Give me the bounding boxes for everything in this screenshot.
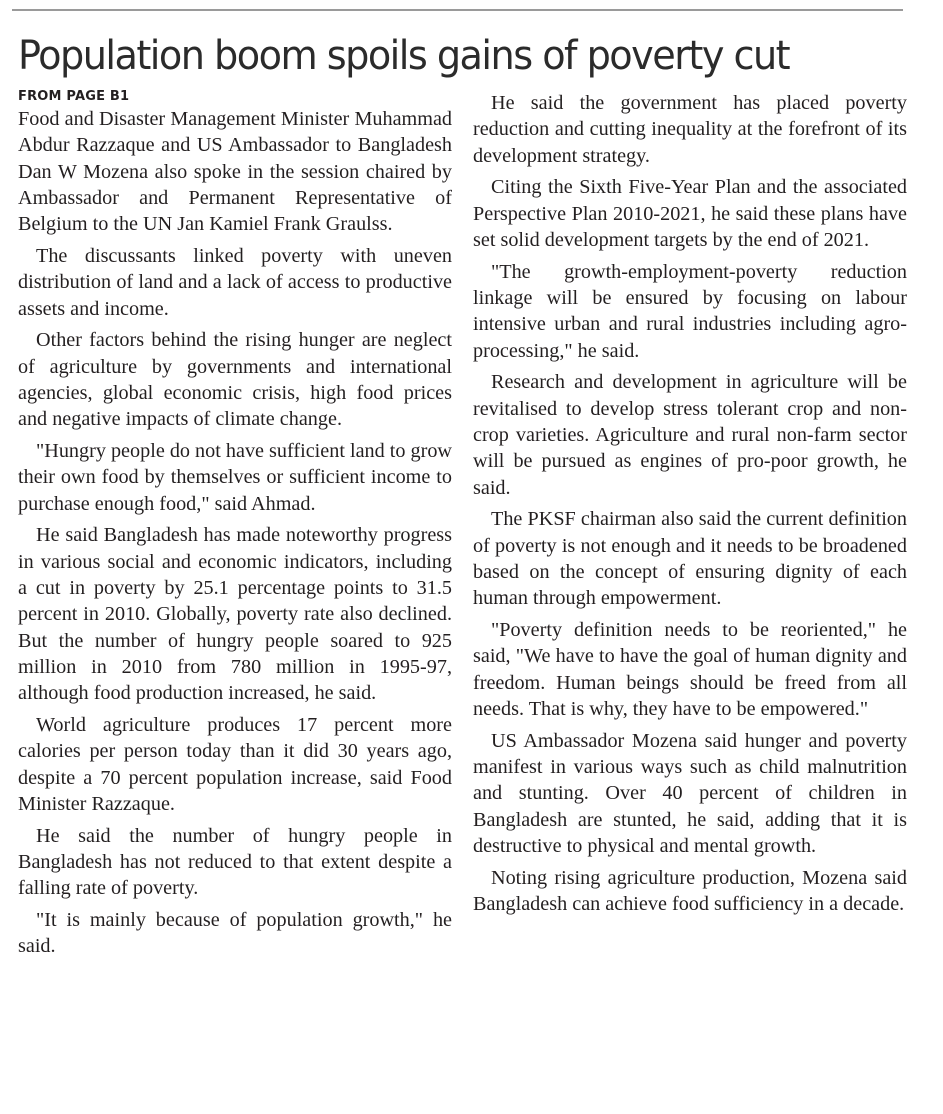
paragraph: He said the number of hungry people in Bangladesh has not reduced to that extent despite a falling rate of poverty.	[18, 824, 452, 900]
paragraph: US Ambassador Mozena said hunger and poverty manifest in various ways such as child malnutrition and stunting. Over 40 percent of children in Bangladesh are stunted, he said, adding that it is destructive to physical and mental growth.	[473, 729, 907, 858]
paragraph: Other factors behind the rising hunger are neglect of agriculture by governments and international agencies, global economic crisis, high food prices and negative impacts of climate change.	[18, 329, 452, 431]
paragraph: "Hungry people do not have sufficient land to grow their own food by themselves or sufficient income to purchase enough food," said Ahmad.	[18, 440, 453, 515]
paragraph: "It is mainly because of population growth," he said.	[18, 909, 452, 958]
paragraph: He said Bangladesh has made noteworthy progress in various social and economic indicators, including a cut in poverty by 25.1 percentage points to 31.5 percent in 2010. Globally, poverty rate also declined. But the number of hungry people soared to 925 million in 2010 from 780 million in 1995-97, although food production increased, he said.	[18, 524, 452, 705]
paragraph: Citing the Sixth Five-Year Plan and the associated Perspective Plan 2010-2021, he said these plans have set solid development targets by the end of 2021.	[473, 176, 907, 251]
paragraph: The discussants linked poverty with uneven distribution of land and a lack of access to productive assets and income.	[18, 244, 452, 320]
paragraph: Noting rising agriculture production, Mozena said Bangladesh can achieve food sufficiency in a decade.	[473, 866, 907, 916]
article-column-left	[18, 88, 452, 965]
jump-kicker: FROM PAGE B1	[18, 89, 130, 104]
article-column-right	[473, 90, 907, 923]
paragraph: Research and development in agriculture will be revitalised to develop stress tolerant crop and non-crop varieties. Agriculture and rural non-farm sector will be pursued as engines of pro-poor growth, he said.	[473, 371, 907, 499]
paragraph: Food and Disaster Management Minister Muhammad Abdur Razzaque and US Ambassador to Bangladesh Dan W Mozena also spoke in the session chaired by Ambassador and Permanent Representative of Belgium to the UN Jan Kamiel Frank Graulss.	[18, 108, 452, 236]
paragraph: He said the government has placed poverty reduction and cutting inequality at the forefront of its development strategy.	[473, 92, 907, 167]
paragraph: The PKSF chairman also said the current definition of poverty is not enough and it needs to be broadened based on the concept of ensuring dignity of each human through empowerment.	[473, 508, 907, 610]
top-rule	[12, 9, 903, 11]
headline: Population boom spoils gains of poverty cut	[18, 33, 790, 79]
paragraph: "Poverty definition needs to be reoriented," he said, "We have to have the goal of human dignity and freedom. Human beings should be freed from all needs. That is why, they have to be empowered."	[473, 619, 907, 721]
paragraph: World agriculture produces 17 percent more calories per person today than it did 30 years ago, despite a 70 percent population increase, said Food Minister Razzaque.	[18, 714, 452, 815]
paragraph: "The growth-employment-poverty reduction linkage will be ensured by focusing on labour intensive urban and rural industries including agro-processing," he said.	[473, 260, 907, 362]
